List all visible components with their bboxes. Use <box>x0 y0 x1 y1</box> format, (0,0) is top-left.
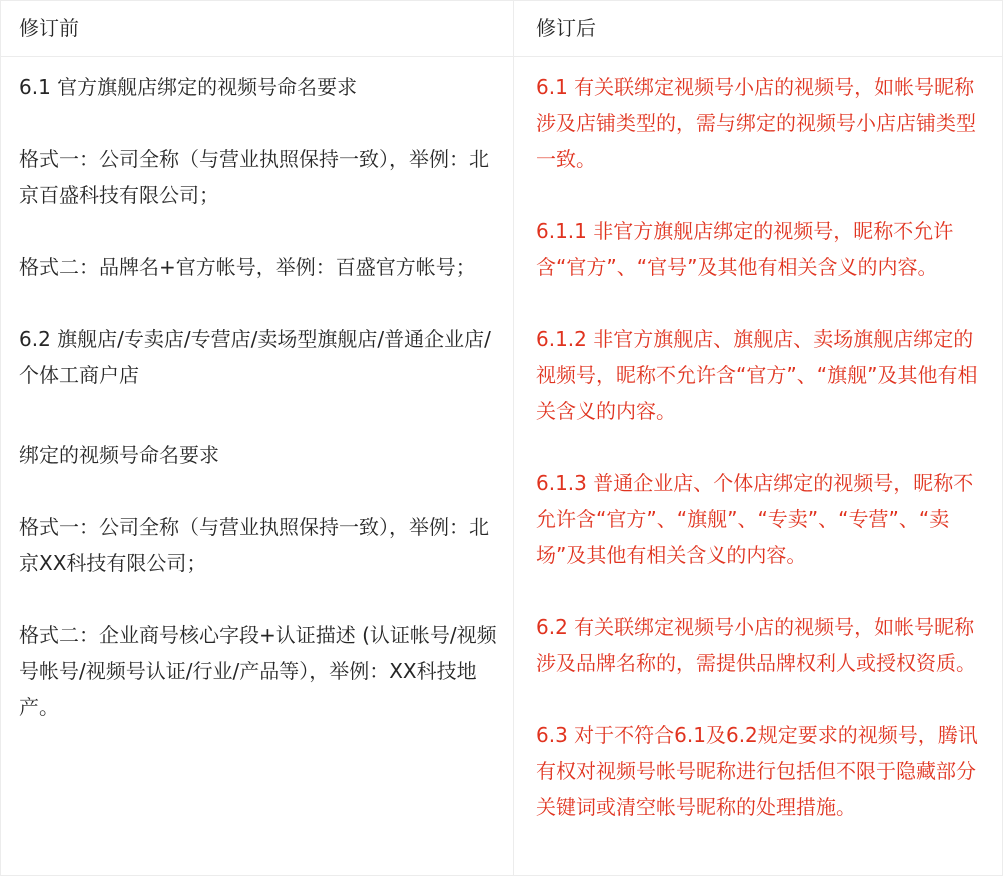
after-paragraph: 6.3 对于不符合6.1及6.2规定要求的视频号，腾讯有权对视频号帐号昵称进行包括但不限于隐藏部分关键词或清空帐号昵称的处理措施。 <box>536 723 978 819</box>
before-paragraph: 格式二：企业商号核心字段+认证描述 (认证帐号/视频号帐号/视频号认证/行业/产品等），举例：XX科技地产。 <box>19 623 497 719</box>
before-paragraph: 6.2 旗舰店/专卖店/专营店/卖场型旗舰店/普通企业店/个体工商户店 <box>19 327 491 387</box>
after-paragraph: 6.1.3 普通企业店、个体店绑定的视频号，昵称不允许含“官方”、“旗舰”、“专卖”、“专营”、“卖场”及其他有相关含义的内容。 <box>536 471 974 567</box>
after-revision-column <box>536 57 988 825</box>
before-paragraph: 格式一：公司全称（与营业执照保持一致），举例：北京XX科技有限公司； <box>19 515 489 575</box>
header-after-revision: 修订后 <box>536 16 596 40</box>
before-paragraph: 绑定的视频号命名要求 <box>19 443 219 467</box>
before-paragraph: 格式二：品牌名+官方帐号，举例：百盛官方帐号； <box>19 255 476 279</box>
after-paragraph: 6.2 有关联绑定视频号小店的视频号，如帐号昵称涉及品牌名称的，需提供品牌权利人或授权资质。 <box>536 615 976 675</box>
header-before-revision: 修订前 <box>19 16 79 40</box>
after-paragraph: 6.1 有关联绑定视频号小店的视频号，如帐号昵称涉及店铺类型的，需与绑定的视频号小店店铺类型一致。 <box>536 75 976 171</box>
column-divider <box>513 1 514 875</box>
before-revision-column <box>19 57 497 725</box>
before-paragraph: 6.1 官方旗舰店绑定的视频号命名要求 <box>19 75 358 99</box>
before-paragraph: 格式一：公司全称（与营业执照保持一致），举例：北京百盛科技有限公司； <box>19 147 489 207</box>
after-paragraph: 6.1.2 非官方旗舰店、旗舰店、卖场旗舰店绑定的视频号，昵称不允许含“官方”、“旗舰”及其他有相关含义的内容。 <box>536 327 978 423</box>
after-paragraph: 6.1.1 非官方旗舰店绑定的视频号，昵称不允许含“官方”、“官号”及其他有相关含义的内容。 <box>536 219 954 279</box>
